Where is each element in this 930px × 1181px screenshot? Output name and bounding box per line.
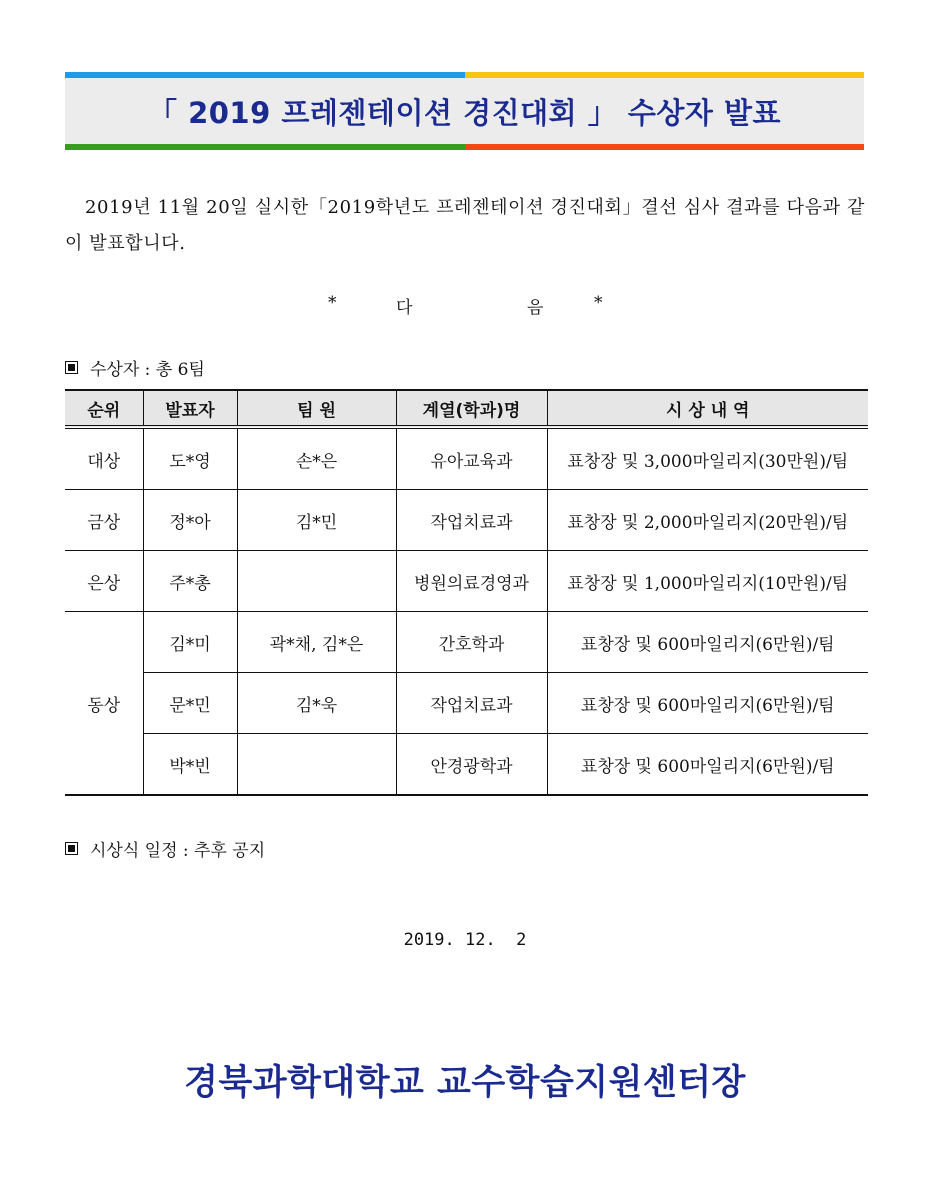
banner-bottom-bar xyxy=(65,144,864,150)
awards-table xyxy=(65,389,868,796)
award-cell: 표창장 및 600마일리지(6만원)/팀 xyxy=(547,673,868,734)
header-rank: 순위 xyxy=(65,390,143,427)
award-cell: 표창장 및 600마일리지(6만원)/팀 xyxy=(547,734,868,796)
presenter-cell: 주*총 xyxy=(143,551,237,612)
members-cell: 김*욱 xyxy=(237,673,396,734)
dept-cell: 안경광학과 xyxy=(396,734,547,796)
header-award: 시 상 내 역 xyxy=(547,390,868,427)
table-row xyxy=(65,612,868,673)
rank-cell: 대상 xyxy=(65,427,143,490)
award-cell: 표창장 및 600마일리지(6만원)/팀 xyxy=(547,612,868,673)
rank-cell: 은상 xyxy=(65,551,143,612)
rank-cell: 금상 xyxy=(65,490,143,551)
section-winners-label: 수상자 : 총 6팀 xyxy=(90,360,205,380)
presenter-cell: 박*빈 xyxy=(143,734,237,796)
dagum-star-right: * xyxy=(594,293,603,313)
table-header-row xyxy=(65,390,868,427)
members-cell: 곽*채, 김*은 xyxy=(237,612,396,673)
table-row xyxy=(65,551,868,612)
dagum-eum: 음 xyxy=(527,298,544,318)
dept-cell: 작업치료과 xyxy=(396,490,547,551)
issuer-signature: 경북과학대학교 교수학습지원센터장 xyxy=(184,1063,746,1103)
dept-cell: 병원의료경영과 xyxy=(396,551,547,612)
presenter-cell: 정*아 xyxy=(143,490,237,551)
table-row xyxy=(65,490,868,551)
section-winners xyxy=(65,355,205,380)
table-row xyxy=(65,427,868,490)
award-cell: 표창장 및 3,000마일리지(30만원)/팀 xyxy=(547,427,868,490)
document-date: 2019. 12. 2 xyxy=(403,930,527,950)
dagum-da: 다 xyxy=(396,298,413,318)
title-banner xyxy=(65,72,864,150)
members-cell xyxy=(237,551,396,612)
table-row xyxy=(65,673,868,734)
presenter-cell: 도*영 xyxy=(143,427,237,490)
header-members: 팀 원 xyxy=(237,390,396,427)
header-presenter: 발표자 xyxy=(143,390,237,427)
square-bullet-icon xyxy=(65,361,78,374)
presenter-cell: 문*민 xyxy=(143,673,237,734)
award-cell: 표창장 및 2,000마일리지(20만원)/팀 xyxy=(547,490,868,551)
members-cell xyxy=(237,734,396,796)
page-title: 「 2019 프레젠테이션 경진대회 」 수상자 발표 xyxy=(147,95,781,130)
banner-bottom-bar-left xyxy=(65,144,465,150)
award-cell: 표창장 및 1,000마일리지(10만원)/팀 xyxy=(547,551,868,612)
dept-cell: 간호학과 xyxy=(396,612,547,673)
intro-paragraph: 2019년 11월 20일 실시한「2019학년도 프레젠테이션 경진대회」결선 심사 결과를 다음과 같이 발표합니다. xyxy=(65,197,865,254)
banner-body xyxy=(65,78,864,144)
presenter-cell: 김*미 xyxy=(143,612,237,673)
section-schedule xyxy=(65,836,265,861)
dagum-star-left: * xyxy=(328,293,337,313)
members-cell: 손*은 xyxy=(237,427,396,490)
dept-cell: 작업치료과 xyxy=(396,673,547,734)
square-bullet-icon xyxy=(65,842,78,855)
rank-cell: 동상 xyxy=(65,612,143,796)
table-row xyxy=(65,734,868,796)
section-schedule-label: 시상식 일정 : 추후 공지 xyxy=(90,841,266,861)
header-dept: 계열(학과)명 xyxy=(396,390,547,427)
members-cell: 김*민 xyxy=(237,490,396,551)
banner-bottom-bar-right xyxy=(465,144,865,150)
dept-cell: 유아교육과 xyxy=(396,427,547,490)
